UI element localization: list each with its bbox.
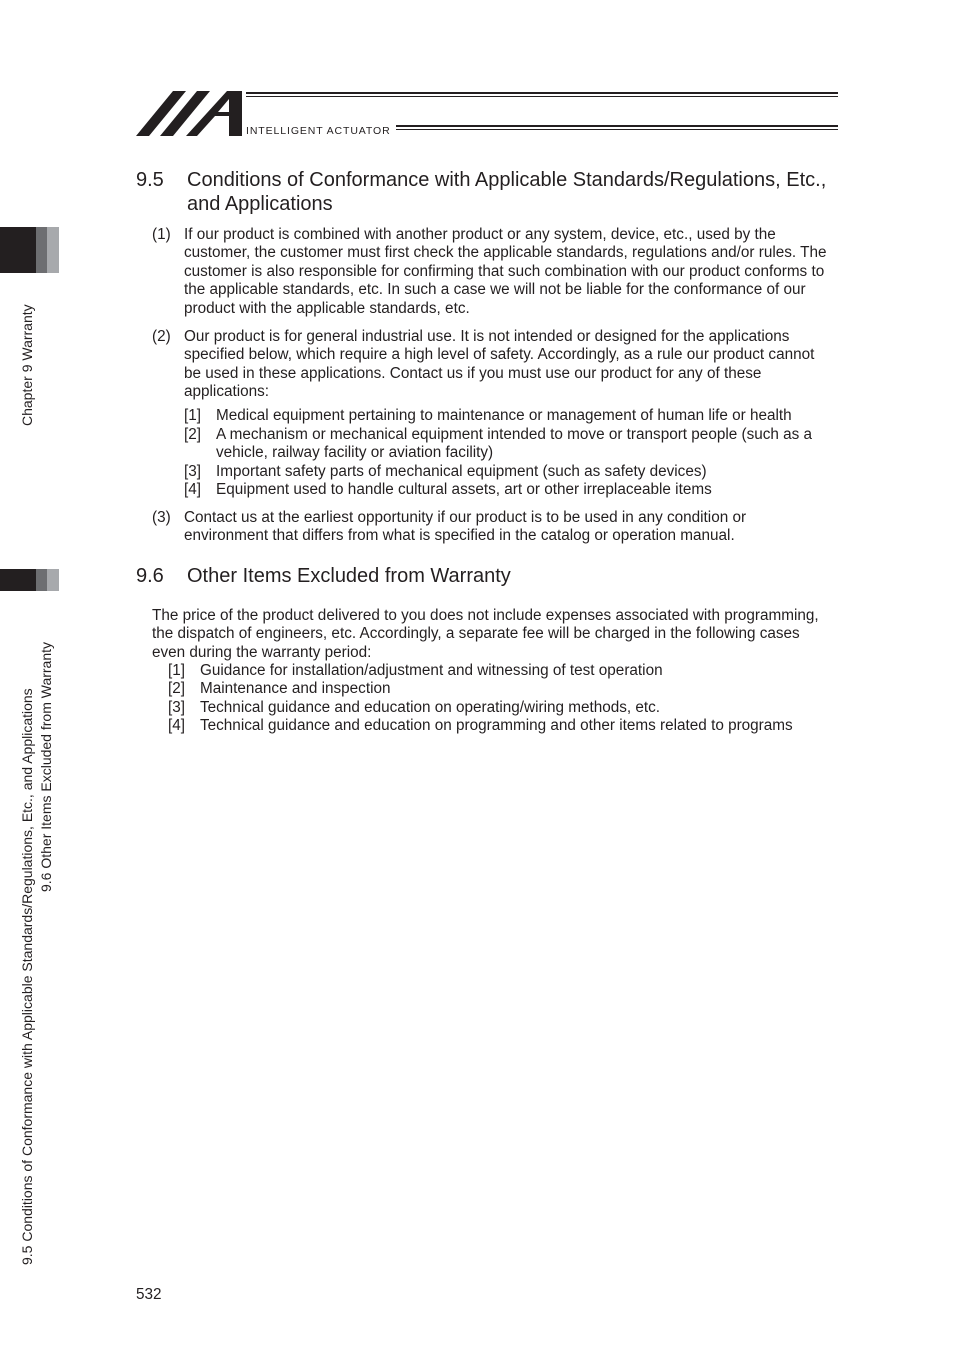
sub-list-item-number: [2]: [184, 426, 202, 443]
side-section-label-2: 9.6 Other Items Excluded from Warranty: [38, 641, 54, 892]
section-number: 9.5: [136, 169, 164, 191]
list-item-text: Our product is for general industrial use. It is not intended or designed for the applications specified below, which require a high level of safety. Accordingly, as a rule our product cannot be used in these applications. Contact us if you must use our product for any of these applications:: [184, 328, 815, 401]
chapter-tab-marker: [0, 227, 59, 273]
list-item-text: Contact us at the earliest opportunity if our product is to be used in any condition or environment that differs from what is specified in the catalog or operation manual.: [184, 509, 747, 545]
section-intro-text: The price of the product delivered to you does not include expenses associated with programming, the dispatch of engineers, etc. Accordingly, a separate fee will be charged in the following cases even during the warranty period:: [152, 607, 819, 661]
sub-list-item-number: [1]: [168, 662, 186, 679]
section-title: Other Items Excluded from Warranty: [187, 565, 511, 587]
sub-list-item-number: [3]: [168, 699, 186, 716]
header-rule-top: [246, 92, 838, 94]
sub-list-item-text: Technical guidance and education on programming and other items related to programs: [200, 717, 793, 734]
list-item-number: (2): [152, 328, 171, 345]
sub-list-item-number: [4]: [184, 481, 202, 498]
section-9-6-heading: [136, 564, 836, 588]
brand-name: INTELLIGENT ACTUATOR: [246, 125, 391, 137]
sub-list-item-number: [2]: [168, 680, 186, 697]
sub-list-item-text: Equipment used to handle cultural assets, art or other irreplaceable items: [216, 481, 712, 498]
header-rule-bottom-thin: [396, 129, 838, 130]
sub-list-item-text: Maintenance and inspection: [200, 680, 391, 697]
header-rule-bottom: [396, 125, 838, 127]
sub-list-item-text: Technical guidance and education on operating/wiring methods, etc.: [200, 699, 661, 716]
sub-list-item-text: Important safety parts of mechanical equipment (such as safety devices): [216, 463, 707, 480]
sub-list-item-number: [3]: [184, 463, 202, 480]
side-chapter-label: Chapter 9 Warranty: [19, 304, 35, 426]
list-item-number: (1): [152, 226, 171, 243]
sub-list-item-number: [4]: [168, 717, 186, 734]
sub-list-item-text: A mechanism or mechanical equipment intended to move or transport people (such as a vehicle, railway facility or aviation facility): [216, 426, 813, 462]
section-9-5-heading: [136, 168, 836, 216]
section-number: 9.6: [136, 565, 164, 587]
list-item-text: If our product is combined with another product or any system, device, etc., used by the customer, the customer must first check the applicable standards, regulations and/or rules. The customer is also responsible for confirming that such combination with our product conforms to the applicable standards, etc. In such a case we will not be liable for the conformance of our product with the applicable standards, etc.: [184, 226, 827, 317]
header-rule-top-thin: [246, 96, 838, 97]
section-tab-marker: [0, 569, 59, 591]
sub-list-item-text: Guidance for installation/adjustment and witnessing of test operation: [200, 662, 663, 679]
sub-list-item-number: [1]: [184, 407, 202, 424]
side-section-label-1: 9.5 Conditions of Conformance with Applicable Standards/Regulations, Etc., and Applications: [19, 688, 35, 1265]
sub-list-item-text: Medical equipment pertaining to maintenance or management of human life or health: [216, 407, 792, 424]
section-intro: [152, 607, 832, 662]
page-number: 532: [136, 1286, 162, 1303]
list-item-number: (3): [152, 509, 171, 526]
section-title: Conditions of Conformance with Applicable Standards/Regulations, Etc., and Applications: [187, 169, 827, 215]
iai-logo-icon: [136, 91, 242, 136]
